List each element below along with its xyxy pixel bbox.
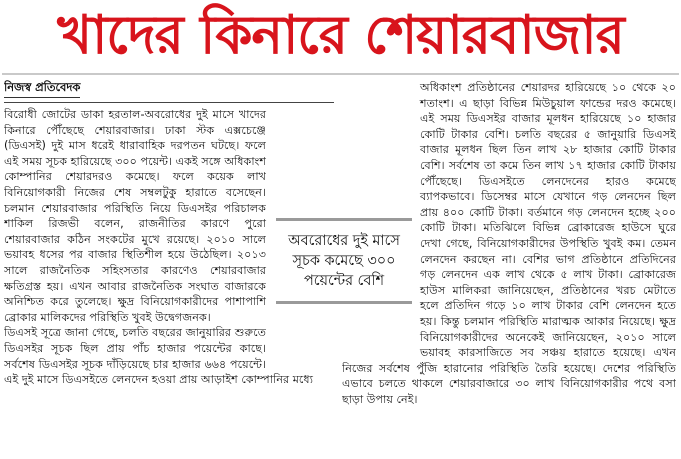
pull-quote: অবরোধের দুই মাসে সূচক কমেছে ৩০০ পয়েন্টের বেশি (276, 218, 412, 304)
article-paragraph-3: অধিকাংশ প্রতিষ্ঠানের শেয়ারদর হারিয়েছে ১০ থেকে ২০ শতাংশ। এ ছাড়া বিভিন্ন মিউচুয়াল ফান্ডের দরও কমেছে। এই সময় ডিএসইর বাজার মূলধন হারিয়েছে ১০ হাজার কোটি টাকার বেশি। চলতি বছরের ৫ জানুয়ারি ডিএসই বাজার মূলধন ছিল তিন লাখ ২৮ হাজার কোটি টাকার বেশি। সর্বশেষ তা কমে তিন লাখ ১৭ হাজার কোটি টাকায় পৌঁছেছে। ডিএসইতে লেনদেনের হারও কমেছে ব্যাপকভাবে। ডিসেম্বর মাসে যেখানে গড় লেনদেন ছিল প্রায় ৪০০ কোটি টাকা। বর্তমানে গড় লেনদেন হচ্ছে ২০০ কোটি টাকা। মতিঝিলে বিভিন্ন ব্রোকারেজ হাউসে ঘুরে দেখা গেছে, বিনিয়োগকারীদের উপস্থিতি খুবই কম। তেমন লেনদেন করছেন না। বেশির ভাগ প্রতিষ্ঠানে প্রতিদিনের গড় লেনদেন এক লাখ থেকে ৫ লাখ টাকা। ব্রোকারেজ হাউস মালিকরা জানিয়েছেন, প্রতিষ্ঠানের খরচ মেটাতে হলে প্রতিদিন গড়ে ১০ লাখ টাকার বেশি লেনদেন হতে হয়। কিন্তু চলমান পরিস্থিতি মারাত্মক আকার নিয়েছে। ক্ষুদ্র বিনিয়োগকারীদের অনেকেই জানিয়েছেন, ২০১০ সালে ভয়াবহ কারসাজিতে সব সঞ্চয় হারাতে হয়েছে। এখন নিজের সর্বশেষ পুঁজি হারানোর পরিস্থিতি তৈরি হয়েছে। দেশের পরিস্থিতি এভাবে চলতে থাকলে শেয়ারবাজারে ৩০ লাখ বিনিয়োগকারীর পথে বসা ছাড়া উপায় নেই। (342, 81, 676, 406)
headline: খাদের কিনারে শেয়ারবাজার (57, 5, 624, 66)
article-paragraph-1: বিরোধী জোটের ডাকা হরতাল-অবরোধের দুই মাসে খাদের কিনারে পৌঁছেছে শেয়ারবাজার। ঢাকা স্টক এক্সচেঞ্জে (ডিএসই) দুই মাস ধরেই ধারাবাহিক দরপতন ঘটছে। ফলে এই সময় সূচক হারিয়েছে ৩০০ পয়েন্ট। একই সঙ্গে অধিকাংশ কোম্পানির শেয়ারদরও কমেছে। ফলে কয়েক লাখ বিনিয়োগকারী নিজের শেষ সম্বলটুকু হারাতে বসেছেন। চলমান শেয়ারবাজার পরিস্থিতি নিয়ে ডিএসইর পরিচালক শাকিল রিজভী বলেন, রাজনীতির কারণে পুরো শেয়ারবাজার কঠিন সংকটের মুখে রয়েছে। ২০১০ সালে ভয়াবহ ধসের পর বাজার স্থিতিশীল হয়ে উঠেছিল। ২০১৩ সালে রাজনৈতিক সহিংসতার কারণেও শেয়ারবাজার ক্ষতিগ্রস্ত হয়। এখন আবার রাজনৈতিক সংঘাত বাজারকে অনিশ্চিত করে তুলেছে। ক্ষুদ্র বিনিয়োগকারীদের পাশাপাশি ব্রোকার মালিকদের পরিস্থিতি খুবই উদ্বেগজনক। (4, 108, 266, 324)
byline: নিজস্ব প্রতিবেদক (4, 80, 80, 98)
article-paragraph-2: ডিএসই সূত্রে জানা গেছে, চলতি বছরের জানুয়ারির শুরুতে ডিএসইর সূচক ছিল প্রায় পাঁচ হাজার পয়েন্টের কাছে। সর্বশেষ ডিএসইর সূচক দাঁড়িয়েছে চার হাজার ৬৬৪ পয়েন্টে। এই দুই মাসে ডিএসইতে লেনদেন হওয়া প্রায় আড়াইশ কোম্পানির মধ্যে (4, 326, 313, 387)
headline-rule (2, 73, 679, 75)
byline-divider (4, 102, 334, 103)
